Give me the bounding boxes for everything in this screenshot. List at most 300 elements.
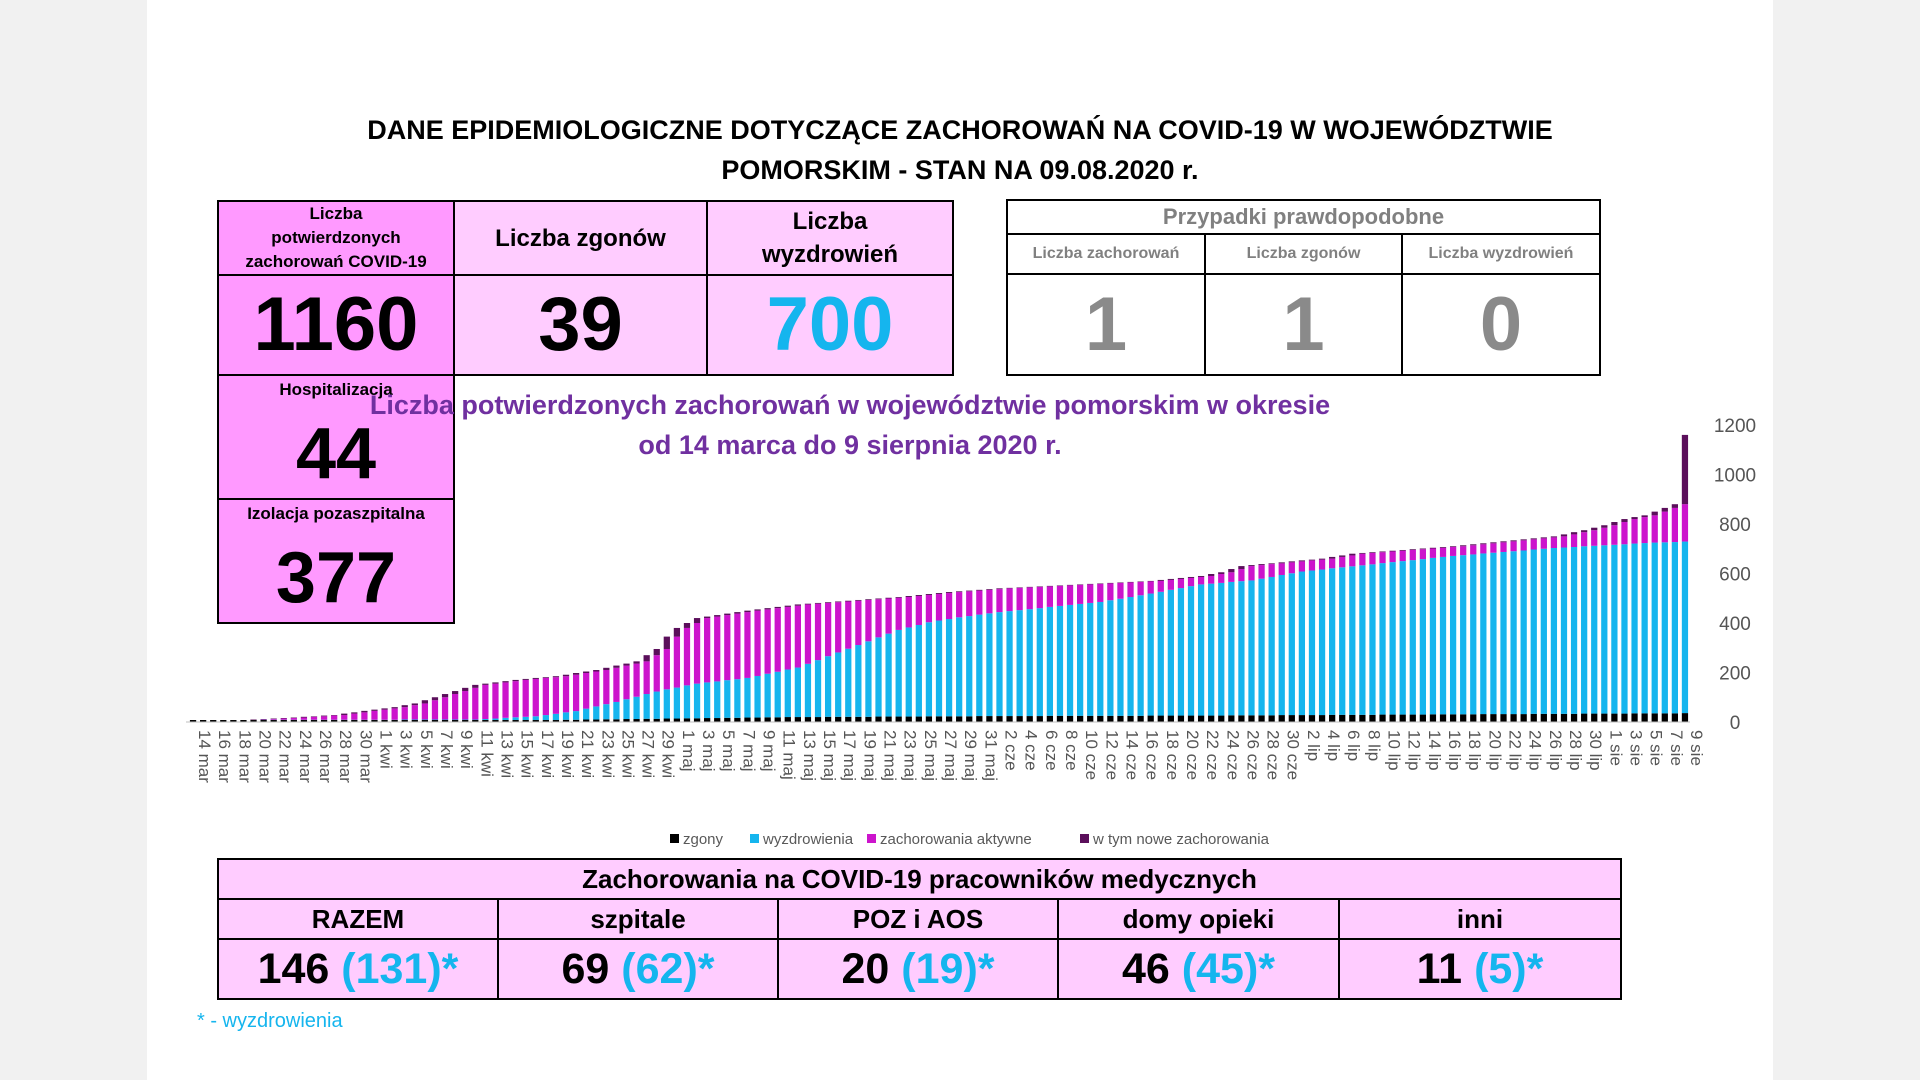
bar-active (613, 668, 619, 702)
bar-active (623, 666, 629, 700)
medical-recovered-mark: * (441, 944, 459, 993)
medical-recovered-mark: * (977, 944, 995, 993)
x-tick-label: 4 cze (1021, 730, 1041, 771)
bar-active (1571, 534, 1577, 547)
legend-swatch-new (1080, 834, 1089, 843)
bar-recovered (1269, 577, 1275, 715)
bar-active (341, 715, 347, 720)
bar-active (1621, 522, 1627, 544)
bar-recovered (1188, 586, 1194, 715)
bar-deaths (835, 717, 841, 722)
medical-recovered-mark: * (1526, 944, 1544, 993)
bar-new (896, 597, 902, 598)
y-tick-label: 0 (1729, 713, 1741, 734)
bar-active (381, 710, 387, 720)
bar-new (1460, 545, 1466, 546)
bar-active (845, 601, 851, 648)
bar-deaths (1006, 716, 1012, 722)
bar-active (946, 593, 952, 619)
bar-recovered (956, 617, 962, 716)
bar-new (1248, 565, 1254, 566)
bar-new (1238, 566, 1244, 569)
bar-recovered (1107, 600, 1113, 716)
bar-recovered (1178, 588, 1184, 715)
bar-deaths (1561, 714, 1567, 722)
x-tick-label: 9 sie (1686, 730, 1706, 766)
bar-recovered (1400, 561, 1406, 714)
bar-recovered (1087, 603, 1093, 716)
bar-deaths (875, 717, 881, 722)
bar-active (1289, 562, 1295, 573)
bar-active (765, 609, 771, 673)
bar-deaths (1117, 716, 1123, 722)
x-tick-label: 3 sie (1626, 730, 1646, 766)
medical-title: Zachorowania na COVID-19 pracowników medycznych (582, 863, 1257, 894)
bar-recovered (1359, 565, 1365, 714)
bar-deaths (1279, 715, 1285, 722)
bar-deaths (906, 717, 912, 722)
bar-active (502, 682, 508, 717)
x-tick-label: 8 cze (1061, 730, 1081, 771)
bar-active (533, 679, 539, 716)
bar-new (452, 691, 458, 694)
x-tick-label: 31 maj (981, 730, 1001, 782)
bar-recovered (432, 720, 438, 721)
bar-new (1682, 435, 1688, 504)
bar-active (1057, 586, 1063, 606)
medical-recovered-mark: * (697, 944, 715, 993)
y-tick-label: 400 (1719, 614, 1751, 635)
x-tick-label: 6 lip (1344, 730, 1364, 762)
x-tick-label: 14 mar (195, 730, 215, 783)
bar-deaths (1087, 716, 1093, 722)
legend-swatch-active (867, 834, 876, 843)
x-tick-label: 28 mar (336, 730, 356, 783)
bar-deaths (704, 718, 710, 722)
bar-active (1440, 548, 1446, 557)
bar-deaths (1289, 715, 1295, 722)
bar-active (785, 607, 791, 670)
bar-active (714, 617, 720, 682)
bar-new (906, 596, 912, 597)
bar-recovered (1017, 610, 1023, 716)
bar-recovered (1097, 602, 1103, 716)
bar-recovered (1339, 567, 1345, 715)
bar-new (442, 694, 448, 697)
bar-active (1490, 543, 1496, 552)
bar-recovered (966, 616, 972, 716)
bar-active (704, 618, 710, 682)
bar-deaths (1611, 714, 1617, 722)
bar-recovered (644, 694, 650, 719)
bar-active (835, 602, 841, 652)
bar-new (1148, 581, 1154, 582)
medical-recovered: (131) (341, 944, 442, 993)
x-tick-label: 16 lip (1445, 730, 1465, 771)
bar-new (271, 719, 277, 720)
bar-new (704, 617, 710, 618)
bar-active (1601, 528, 1607, 546)
bar-deaths (1017, 716, 1023, 722)
bar-new (1662, 508, 1668, 512)
bar-deaths (1541, 714, 1547, 722)
medical-recovered-mark: * (1258, 944, 1275, 993)
bar-active (1148, 581, 1154, 593)
bar-recovered (825, 656, 831, 717)
confirmed-label-1: Liczba (309, 204, 363, 223)
bar-new (1642, 515, 1648, 517)
bar-new (1500, 541, 1506, 542)
bar-deaths (1178, 716, 1184, 722)
bar-recovered (623, 699, 629, 719)
bar-new (1087, 584, 1093, 585)
confirmed-label-3: zachorowań COVID-19 (245, 252, 427, 271)
bar-active (1470, 545, 1476, 554)
y-tick-label: 1000 (1713, 465, 1757, 487)
bar-recovered (1218, 583, 1224, 716)
medical-col-header-4 (1057, 898, 1340, 940)
bar-deaths (1621, 714, 1627, 722)
x-tick-label: 11 maj (779, 730, 799, 780)
title-line-1: DANE EPIDEMIOLOGICZNE DOTYCZĄCE ZACHOROWAŃ NA COVID-19 W WOJEWÓDZTWIE (367, 115, 1553, 145)
bar-recovered (523, 717, 529, 720)
bar-recovered (1571, 547, 1577, 714)
bar-recovered (472, 720, 478, 721)
bar-active (1047, 586, 1053, 607)
legend-label-recovered: wyzdrowienia (763, 831, 854, 848)
bar-recovered (684, 685, 690, 718)
bar-recovered (442, 720, 448, 721)
bar-active (1672, 508, 1678, 542)
bar-new (1591, 528, 1597, 530)
bar-new (1057, 585, 1063, 586)
medical-col-header-2 (497, 898, 779, 940)
bar-active (442, 697, 448, 719)
medical-cases: 46 (1122, 944, 1170, 993)
bar-active (865, 600, 871, 641)
bar-recovered (1319, 570, 1325, 716)
bar-recovered (916, 625, 922, 717)
hospitalization-value: 44 (295, 414, 377, 494)
bar-active (926, 595, 932, 622)
bar-new (785, 606, 791, 607)
x-tick-label: 23 maj (900, 730, 920, 782)
bar-new (1269, 563, 1275, 564)
bar-recovered (744, 678, 750, 718)
bar-recovered (754, 676, 760, 718)
bar-deaths (966, 716, 972, 722)
bar-active (1309, 560, 1315, 570)
bar-recovered (805, 664, 811, 717)
bar-recovered (694, 684, 700, 719)
bar-active (1137, 582, 1143, 595)
bar-active (321, 716, 327, 719)
bar-recovered (1006, 611, 1012, 716)
x-tick-label: 3 kwi (396, 730, 416, 769)
bar-new (633, 661, 639, 663)
bar-deaths (1581, 714, 1587, 722)
deaths-value: 39 (538, 282, 623, 367)
x-tick-label: 1 maj (678, 730, 698, 772)
bar-recovered (976, 615, 982, 716)
bar-recovered (633, 697, 639, 719)
bar-deaths (1662, 713, 1668, 722)
bar-active (492, 684, 498, 719)
bar-new (1309, 560, 1315, 561)
bar-new (533, 678, 539, 679)
bar-new (1652, 512, 1658, 516)
bar-recovered (1611, 545, 1617, 714)
bar-deaths (946, 716, 952, 722)
bar-recovered (654, 692, 660, 719)
bar-new (462, 688, 468, 691)
bar-recovered (1682, 542, 1688, 714)
bar-deaths (795, 717, 801, 722)
bar-recovered (845, 649, 851, 717)
bar-deaths (1107, 716, 1113, 722)
bar-active (1017, 588, 1023, 610)
bar-deaths (865, 717, 871, 722)
bar-new (1188, 577, 1194, 578)
bar-active (1208, 576, 1214, 584)
bar-active (402, 707, 408, 719)
bar-new (392, 707, 398, 708)
bar-deaths (1631, 713, 1637, 722)
bar-active (1652, 515, 1658, 542)
bar-new (885, 598, 891, 599)
title-line-2: POMORSKIM - STAN NA 09.08.2020 r. (721, 155, 1199, 185)
medical-cases: 69 (561, 944, 610, 993)
bar-deaths (1349, 715, 1355, 722)
bar-deaths (1158, 716, 1164, 722)
probable-col-1-label: Liczba zachorowań (1032, 245, 1180, 262)
bar-active (1127, 582, 1133, 597)
bar-new (371, 710, 377, 711)
bar-deaths (1148, 716, 1154, 722)
bar-recovered (926, 622, 932, 716)
bar-active (855, 601, 861, 645)
bar-new (724, 614, 730, 615)
bar-active (472, 688, 478, 720)
bar-recovered (1531, 549, 1537, 713)
bar-recovered (664, 689, 670, 718)
bar-new (1410, 549, 1416, 550)
bar-new (1531, 538, 1537, 539)
bar-deaths (1067, 716, 1073, 722)
bar-recovered (512, 717, 518, 720)
bar-active (1228, 572, 1234, 582)
bar-new (946, 592, 952, 593)
bar-deaths (996, 716, 1002, 722)
bar-new (956, 591, 962, 592)
bar-active (1359, 554, 1365, 566)
legend-label-active: zachorowania aktywne (880, 831, 1032, 848)
bar-new (1470, 544, 1476, 545)
bar-recovered (1500, 552, 1506, 714)
medical-col-header-label: inni (1456, 903, 1504, 934)
bar-active (633, 664, 639, 697)
bar-new (603, 668, 609, 670)
bar-active (1319, 560, 1325, 570)
bar-active (1500, 542, 1506, 552)
bar-active (1480, 544, 1486, 553)
bar-deaths (1188, 716, 1194, 722)
bar-deaths (1390, 715, 1396, 722)
bar-recovered (1329, 568, 1335, 715)
x-tick-label: 9 kwi (457, 730, 477, 769)
bar-new (1218, 572, 1224, 574)
bar-recovered (1168, 590, 1174, 716)
bar-active (825, 603, 831, 656)
bar-deaths (785, 717, 791, 722)
bar-recovered (906, 627, 912, 716)
bar-deaths (664, 719, 670, 722)
x-tick-label: 18 cze (1162, 730, 1182, 781)
bar-deaths (885, 717, 891, 722)
x-tick-label: 29 kwi (658, 730, 678, 779)
bar-new (1571, 532, 1577, 534)
x-tick-label: 5 sie (1646, 730, 1666, 766)
bar-active (644, 661, 650, 694)
legend-label-deaths: zgony (683, 831, 724, 848)
bar-new (734, 612, 740, 613)
bar-recovered (1228, 582, 1234, 715)
x-tick-label: 24 cze (1223, 730, 1243, 781)
bar-new (341, 714, 347, 715)
bar-new (754, 609, 760, 610)
bar-recovered (1057, 606, 1063, 716)
bar-active (976, 591, 982, 615)
bar-recovered (986, 613, 992, 716)
probable-col-1-value: 1 (1084, 282, 1128, 367)
bar-active (1158, 581, 1164, 592)
bar-active (1006, 588, 1012, 611)
bar-recovered (1672, 542, 1678, 713)
bar-active (1591, 530, 1597, 546)
x-tick-label: 8 lip (1364, 730, 1384, 762)
bar-recovered (1148, 594, 1154, 716)
isolation-value: 377 (275, 538, 397, 618)
x-tick-label: 24 lip (1525, 730, 1545, 771)
bar-active (1117, 583, 1123, 599)
chart-title-line-1: Liczba potwierdzonych zachorowań w województwie pomorskim w okresie (369, 390, 1331, 420)
bar-active (654, 655, 660, 691)
bar-recovered (573, 711, 579, 720)
bar-new (573, 673, 579, 675)
bar-recovered (1652, 543, 1658, 714)
bar-active (432, 700, 438, 719)
confirmed-label-2: potwierdzonych (271, 228, 401, 247)
bar-active (1611, 525, 1617, 545)
bar-new (1510, 540, 1516, 541)
bar-active (553, 677, 559, 714)
bar-deaths (1137, 716, 1143, 722)
bar-deaths (1571, 714, 1577, 722)
bar-new (1621, 519, 1627, 522)
bar-new (1077, 584, 1083, 585)
medical-col-header-1 (217, 898, 499, 940)
bar-new (381, 708, 387, 709)
bar-recovered (1490, 553, 1496, 714)
bar-new (855, 600, 861, 601)
x-tick-label: 7 maj (739, 730, 759, 772)
bar-new (331, 715, 337, 716)
medical-recovered: (62) (621, 944, 698, 993)
bar-active (684, 628, 690, 685)
bar-active (1027, 587, 1033, 609)
bar-active (331, 716, 337, 720)
bar-recovered (1248, 580, 1254, 715)
bar-recovered (1510, 551, 1516, 714)
chart-legend (670, 831, 1270, 848)
bar-deaths (1642, 713, 1648, 722)
x-tick-label: 4 lip (1324, 730, 1344, 762)
bar-active (1329, 559, 1335, 569)
x-tick-label: 10 cze (1082, 730, 1102, 781)
bar-deaths (1359, 715, 1365, 722)
x-tick-label: 25 kwi (618, 730, 638, 779)
bar-deaths (684, 718, 690, 722)
bar-deaths (714, 718, 720, 722)
bar-active (1682, 504, 1688, 541)
bar-recovered (1541, 549, 1547, 714)
medical-recovered: (45) (1181, 944, 1259, 993)
bar-deaths (1480, 714, 1486, 722)
bar-new (422, 700, 428, 703)
bar-active (1238, 569, 1244, 581)
bar-active (1037, 587, 1043, 608)
x-tick-label: 20 mar (255, 730, 275, 783)
x-tick-label: 10 lip (1384, 730, 1404, 771)
bar-deaths (765, 717, 771, 722)
x-tick-label: 28 cze (1263, 730, 1283, 781)
bar-recovered (402, 720, 408, 721)
bar-recovered (1631, 544, 1637, 714)
bar-new (1228, 569, 1234, 572)
bar-new (694, 618, 700, 623)
bar-new (986, 589, 992, 590)
bar-recovered (1390, 562, 1396, 714)
medical-col-value-3 (777, 938, 1059, 1000)
bar-active (1087, 584, 1093, 603)
bar-new (1289, 561, 1295, 562)
bar-recovered (452, 720, 458, 721)
bar-recovered (936, 621, 942, 717)
legend-swatch-deaths (670, 834, 679, 843)
bar-recovered (1158, 592, 1164, 716)
bar-recovered (543, 715, 549, 720)
bar-active (1631, 519, 1637, 544)
bar-deaths (855, 717, 861, 722)
bar-deaths (825, 717, 831, 722)
bar-new (744, 611, 750, 612)
bar-deaths (1601, 714, 1607, 722)
bar-new (1017, 587, 1023, 588)
bar-new (1611, 522, 1617, 525)
bar-deaths (1168, 716, 1174, 722)
bar-new (825, 602, 831, 603)
medical-col-header-label: szpitale (590, 903, 686, 934)
bar-deaths (1521, 714, 1527, 722)
bar-active (805, 604, 811, 663)
x-tick-label: 22 mar (275, 730, 295, 783)
bar-active (916, 596, 922, 625)
bar-recovered (865, 641, 871, 716)
x-tick-label: 28 lip (1565, 730, 1585, 771)
bar-recovered (704, 682, 710, 718)
bar-deaths (1329, 715, 1335, 722)
bar-active (936, 594, 942, 620)
